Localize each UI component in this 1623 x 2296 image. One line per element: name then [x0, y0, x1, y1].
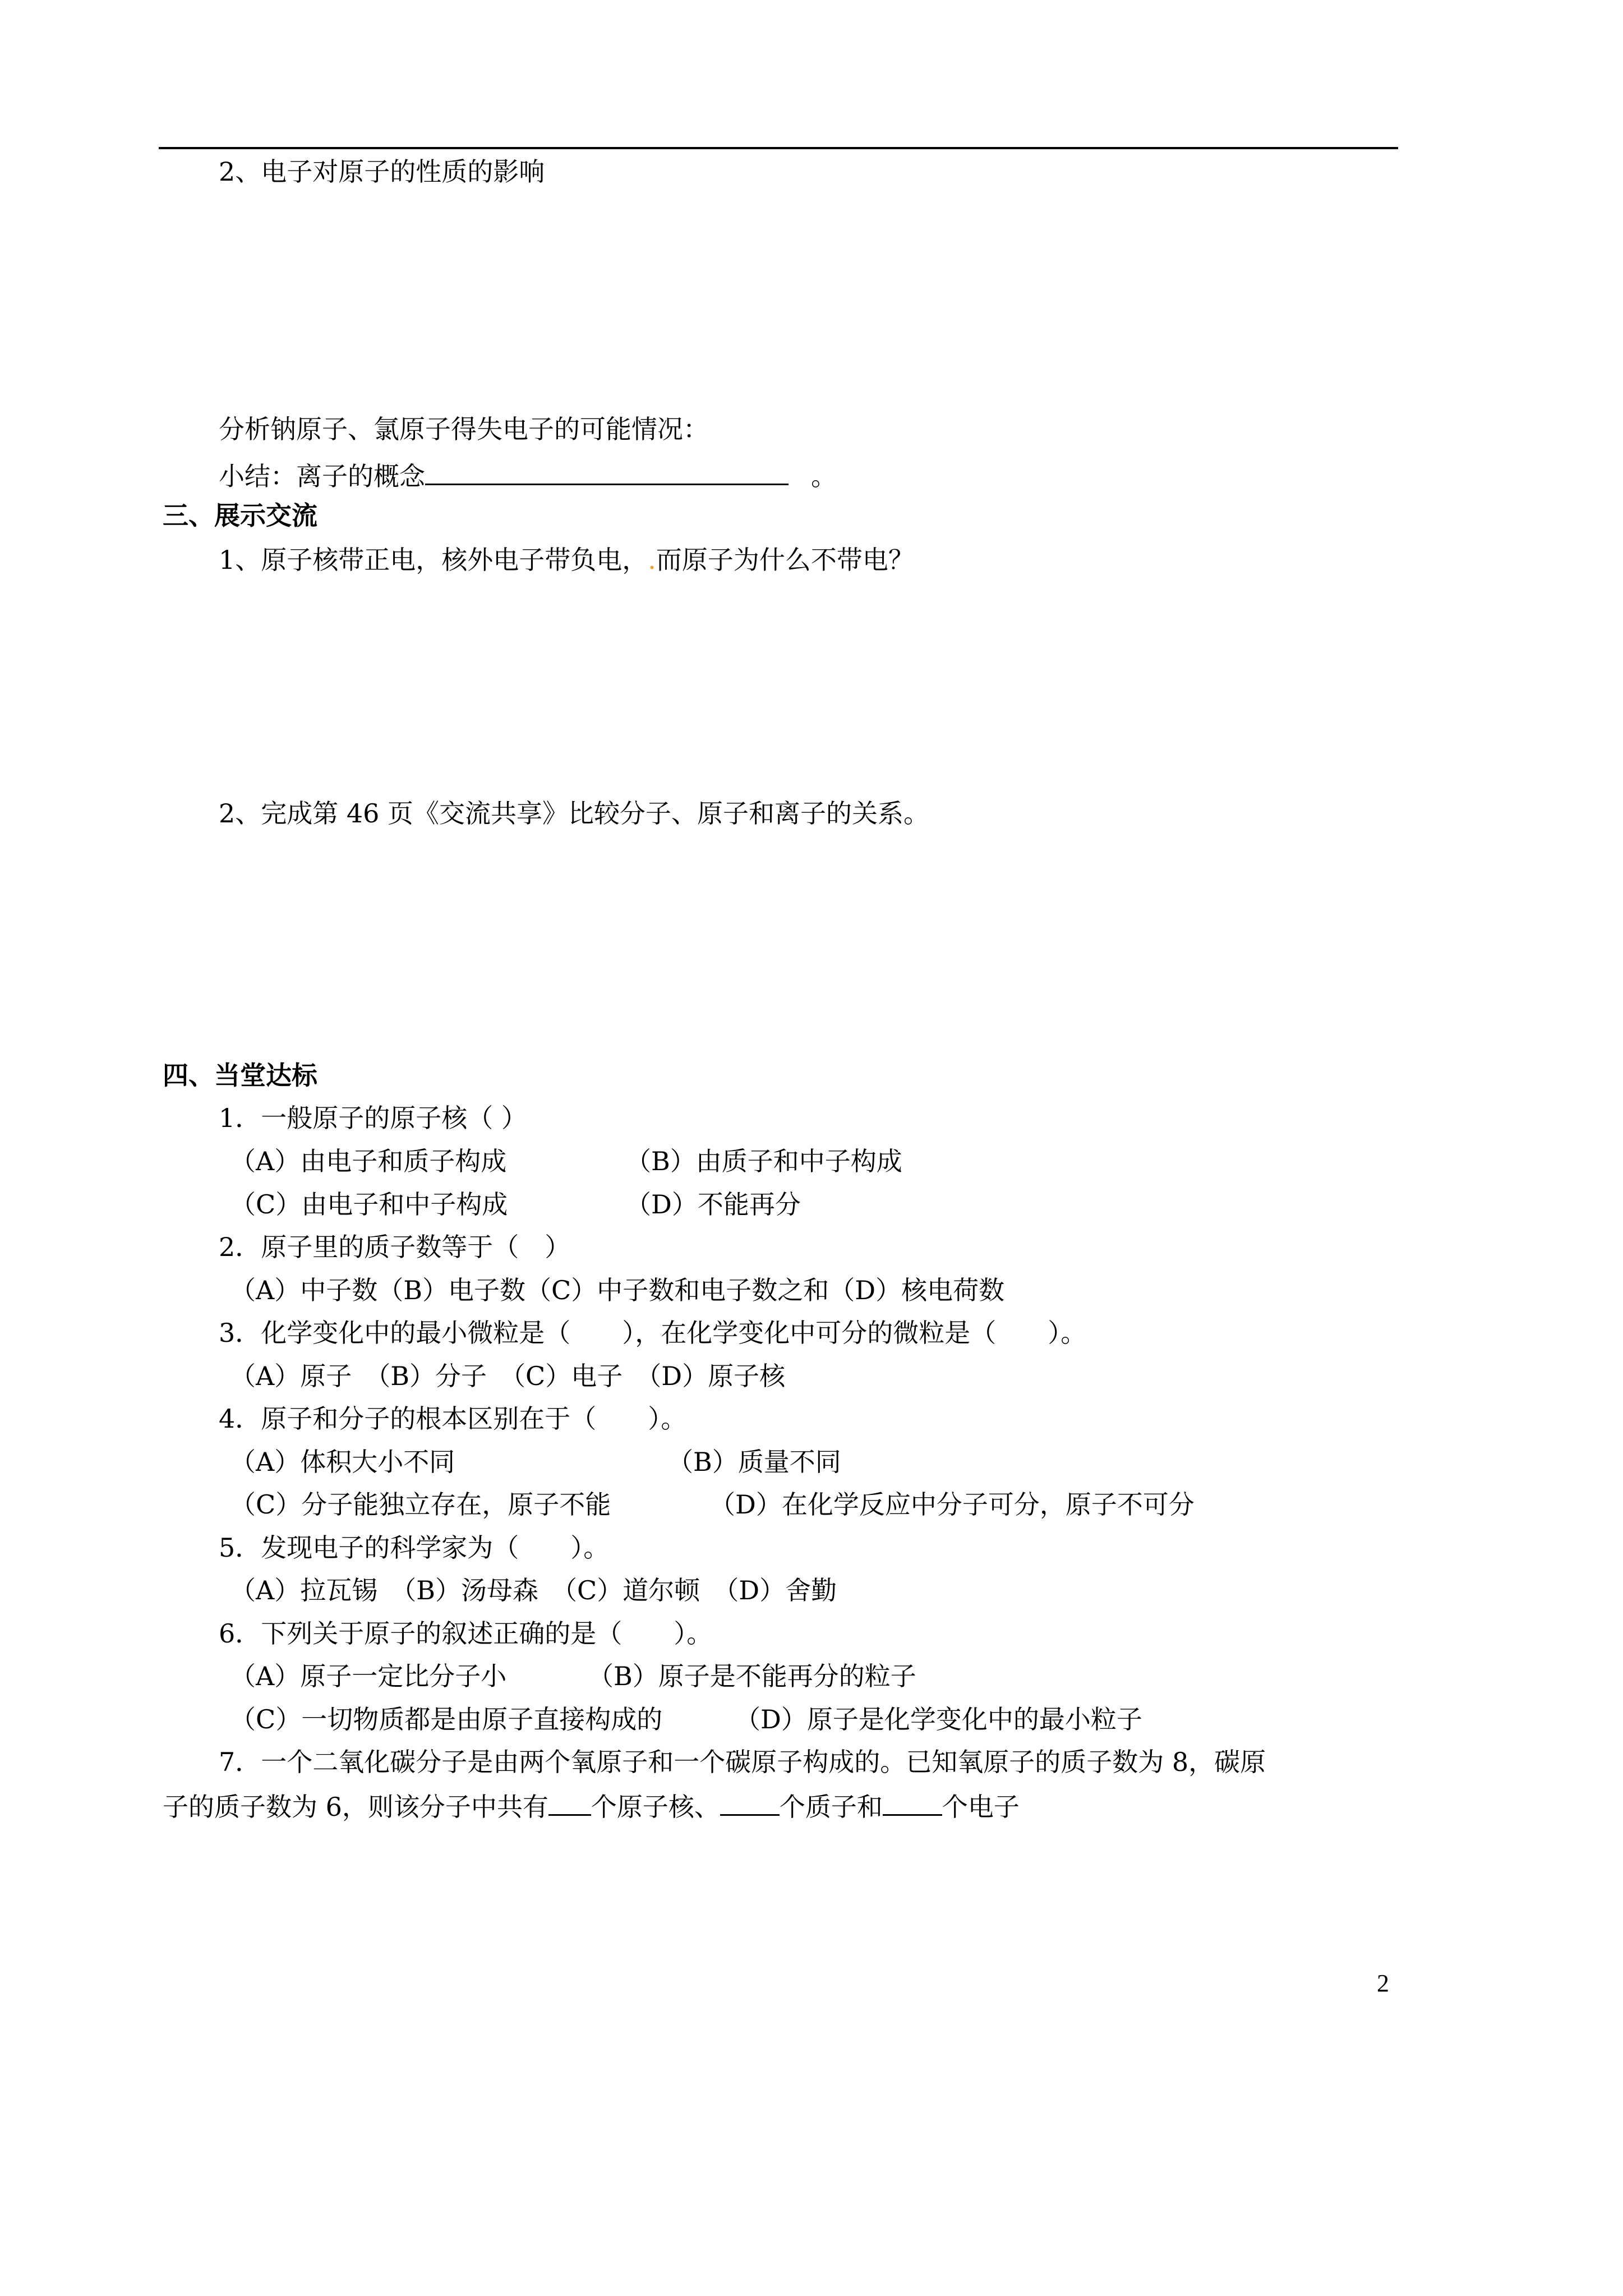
q4-option-c: （C）分子能独立存在，原子不能 [230, 1489, 611, 1520]
q1: 1．一般原子的原子核（ ） [219, 1103, 527, 1133]
part2-line2: 分析钠原子、氯原子得失电子的可能情况： [219, 414, 709, 444]
section3-q1-part-b: 而原子为什么不带电？ [656, 545, 914, 575]
header-rule [159, 147, 1398, 149]
q7-blank-protons [720, 1788, 780, 1816]
q7-blank-electrons [883, 1788, 942, 1816]
part2-line1: 2、电子对原子的性质的影响 [219, 157, 545, 187]
q3: 3．化学变化中的最小微粒是（ ），在化学变化中可分的微粒是（ ）。 [219, 1318, 1087, 1348]
summary-blank [425, 458, 789, 485]
q4-option-b: （B）质量不同 [667, 1447, 841, 1477]
q4: 4．原子和分子的根本区别在于（ ）。 [219, 1404, 687, 1434]
q6-option-c: （C）一切物质都是由原子直接构成的 [230, 1704, 663, 1734]
q6-option-b: （B）原子是不能再分的粒子 [588, 1661, 916, 1691]
q7-text-c: 个质子和 [779, 1792, 883, 1822]
q5-options: （A）拉瓦锡 （B）汤母森 （C）道尔顿 （D）舍勤 [230, 1575, 837, 1605]
section3-heading: 三、展示交流 [163, 500, 317, 531]
summary-end: 。 [811, 461, 837, 491]
summary-label: 小结：离子的概念 [219, 461, 425, 491]
q7-text-a: 子的质子数为 6，则该分子中共有 [163, 1792, 548, 1822]
page-number: 2 [1377, 1970, 1389, 1997]
section3-q2: 2、完成第 46 页《交流共享》比较分子、原子和离子的关系。 [219, 798, 930, 829]
q7-line2 [163, 1788, 1020, 1824]
q2: 2．原子里的质子数等于（ ） [219, 1232, 571, 1262]
q6-option-a: （A）原子一定比分子小 [230, 1661, 507, 1691]
q1-option-c: （C）由电子和中子构成 [230, 1189, 508, 1220]
q6: 6．下列关于原子的叙述正确的是（ ）。 [219, 1618, 713, 1649]
q7-text-b: 个原子核、 [591, 1792, 720, 1822]
q7-line1: 7．一个二氧化碳分子是由两个氧原子和一个碳原子构成的。已知氧原子的质子数为 8，碳原 [219, 1747, 1266, 1777]
q3-options: （A）原子 （B）分子 （C）电子 （D）原子核 [230, 1361, 786, 1391]
section3-q1-part-a: 1、原子核带正电，核外电子带负电， [219, 545, 648, 575]
q4-option-a: （A）体积大小不同 [230, 1447, 455, 1477]
q4-option-d: （D）在化学反应中分子可分，原子不可分 [709, 1489, 1195, 1520]
q6-option-d: （D）原子是化学变化中的最小粒子 [735, 1704, 1142, 1734]
q2-options: （A）中子数（B）电子数（C）中子数和电子数之和（D）核电荷数 [230, 1275, 1005, 1305]
q1-option-d: （D）不能再分 [625, 1189, 801, 1220]
q5: 5．发现电子的科学家为（ ）。 [219, 1533, 610, 1563]
summary-line [219, 458, 837, 493]
mark-dot: . [648, 545, 656, 575]
q7-blank-nuclei [548, 1788, 591, 1816]
q1-option-b: （B）由质子和中子构成 [625, 1146, 902, 1176]
q7-text-d: 个电子 [942, 1792, 1020, 1822]
section3-q1 [219, 543, 914, 577]
section4-heading: 四、当堂达标 [163, 1060, 317, 1091]
q1-option-a: （A）由电子和质子构成 [230, 1146, 507, 1176]
